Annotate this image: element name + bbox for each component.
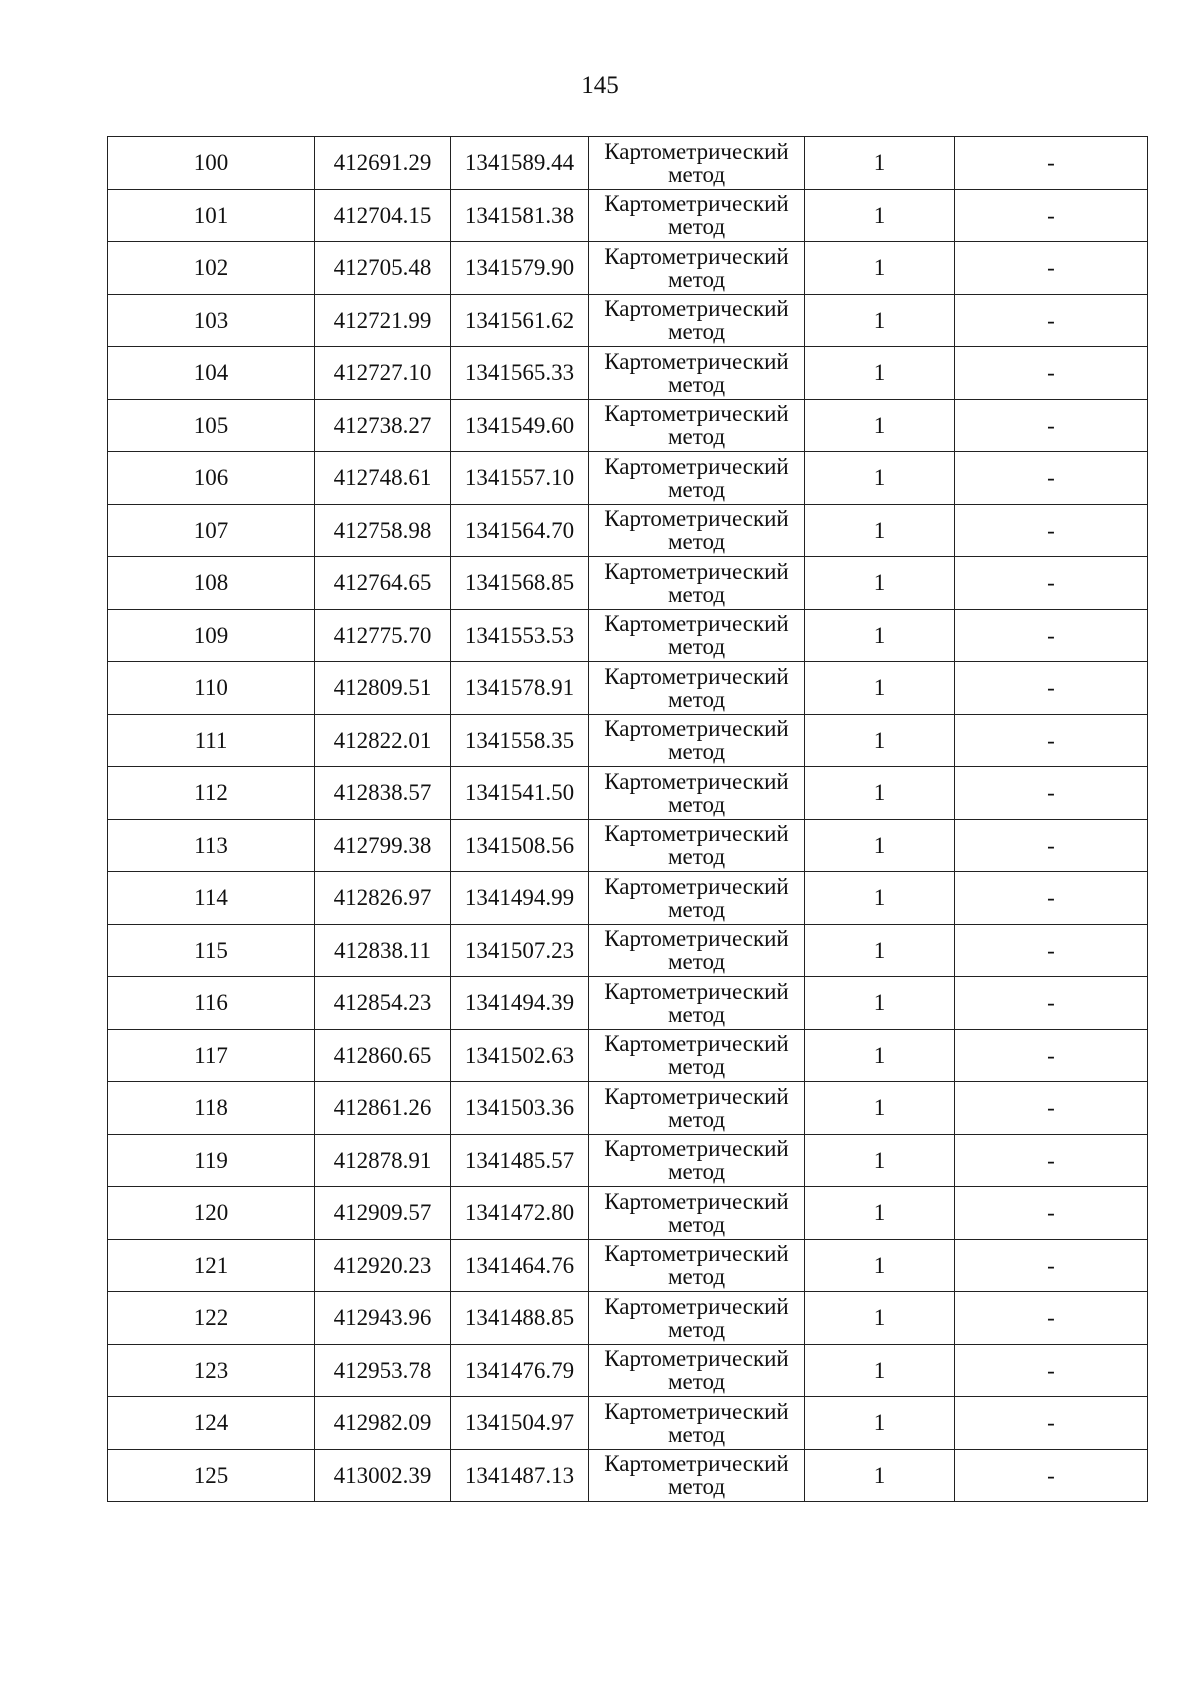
method-line-2: метод bbox=[667, 371, 726, 397]
note-cell: - bbox=[955, 924, 1148, 977]
method-line-1: Картометрический bbox=[604, 138, 789, 164]
table-row bbox=[108, 1187, 1148, 1240]
method-line-2: метод bbox=[667, 1054, 726, 1080]
point-number-cell: 111 bbox=[108, 714, 315, 767]
accuracy-cell: 1 bbox=[805, 1292, 955, 1345]
method-cell bbox=[589, 399, 805, 452]
table-row bbox=[108, 1292, 1148, 1345]
method-cell bbox=[589, 452, 805, 505]
table-row bbox=[108, 189, 1148, 242]
x-coordinate-cell: 412809.51 bbox=[315, 662, 451, 715]
method-line-1: Картометрический bbox=[604, 1451, 789, 1477]
accuracy-cell: 1 bbox=[805, 819, 955, 872]
y-coordinate-cell: 1341578.91 bbox=[451, 662, 589, 715]
x-coordinate-cell: 412691.29 bbox=[315, 137, 451, 190]
note-cell: - bbox=[955, 1344, 1148, 1397]
point-number-cell: 113 bbox=[108, 819, 315, 872]
point-number-cell: 110 bbox=[108, 662, 315, 715]
note-cell: - bbox=[955, 399, 1148, 452]
method-line-1: Картометрический bbox=[604, 1241, 789, 1267]
y-coordinate-cell: 1341472.80 bbox=[451, 1187, 589, 1240]
table-row bbox=[108, 242, 1148, 295]
note-cell: - bbox=[955, 1187, 1148, 1240]
y-coordinate-cell: 1341541.50 bbox=[451, 767, 589, 820]
method-cell bbox=[589, 662, 805, 715]
method-line-2: метод bbox=[667, 1369, 726, 1395]
method-cell bbox=[589, 294, 805, 347]
accuracy-cell: 1 bbox=[805, 1239, 955, 1292]
y-coordinate-cell: 1341568.85 bbox=[451, 557, 589, 610]
method-cell bbox=[589, 557, 805, 610]
note-cell: - bbox=[955, 452, 1148, 505]
method-line-2: метод bbox=[667, 1159, 726, 1185]
method-line-1: Картометрический bbox=[604, 873, 789, 899]
x-coordinate-cell: 412775.70 bbox=[315, 609, 451, 662]
method-line-1: Картометрический bbox=[604, 663, 789, 689]
method-line-2: метод bbox=[667, 1211, 726, 1237]
note-cell: - bbox=[955, 294, 1148, 347]
method-cell bbox=[589, 137, 805, 190]
method-cell bbox=[589, 714, 805, 767]
point-number-cell: 119 bbox=[108, 1134, 315, 1187]
x-coordinate-cell: 412721.99 bbox=[315, 294, 451, 347]
note-cell: - bbox=[955, 347, 1148, 400]
method-line-1: Картометрический bbox=[604, 926, 789, 952]
y-coordinate-cell: 1341504.97 bbox=[451, 1397, 589, 1450]
table-row bbox=[108, 1134, 1148, 1187]
method-line-2: метод bbox=[667, 1421, 726, 1447]
method-cell bbox=[589, 1397, 805, 1450]
point-number-cell: 104 bbox=[108, 347, 315, 400]
point-number-cell: 102 bbox=[108, 242, 315, 295]
table-row bbox=[108, 399, 1148, 452]
method-line-2: метод bbox=[667, 791, 726, 817]
point-number-cell: 121 bbox=[108, 1239, 315, 1292]
accuracy-cell: 1 bbox=[805, 767, 955, 820]
point-number-cell: 116 bbox=[108, 977, 315, 1030]
table-row bbox=[108, 1029, 1148, 1082]
table-row bbox=[108, 767, 1148, 820]
method-line-2: метод bbox=[667, 1316, 726, 1342]
x-coordinate-cell: 412920.23 bbox=[315, 1239, 451, 1292]
table-row bbox=[108, 137, 1148, 190]
method-line-2: метод bbox=[667, 1106, 726, 1132]
method-line-1: Картометрический bbox=[604, 1293, 789, 1319]
point-number-cell: 105 bbox=[108, 399, 315, 452]
method-cell bbox=[589, 872, 805, 925]
table-row bbox=[108, 924, 1148, 977]
method-line-2: метод bbox=[667, 844, 726, 870]
coordinates-table-body bbox=[108, 137, 1148, 1502]
point-number-cell: 106 bbox=[108, 452, 315, 505]
table-row bbox=[108, 819, 1148, 872]
x-coordinate-cell: 412748.61 bbox=[315, 452, 451, 505]
method-line-2: метод bbox=[667, 1264, 726, 1290]
accuracy-cell: 1 bbox=[805, 294, 955, 347]
method-cell bbox=[589, 767, 805, 820]
method-line-1: Картометрический bbox=[604, 453, 789, 479]
method-cell bbox=[589, 504, 805, 557]
x-coordinate-cell: 412704.15 bbox=[315, 189, 451, 242]
method-cell bbox=[589, 347, 805, 400]
x-coordinate-cell: 412764.65 bbox=[315, 557, 451, 610]
y-coordinate-cell: 1341464.76 bbox=[451, 1239, 589, 1292]
method-line-1: Картометрический bbox=[604, 1031, 789, 1057]
table-row bbox=[108, 977, 1148, 1030]
y-coordinate-cell: 1341561.62 bbox=[451, 294, 589, 347]
note-cell: - bbox=[955, 504, 1148, 557]
table-row bbox=[108, 1082, 1148, 1135]
table-row bbox=[108, 1239, 1148, 1292]
accuracy-cell: 1 bbox=[805, 399, 955, 452]
note-cell: - bbox=[955, 1082, 1148, 1135]
point-number-cell: 112 bbox=[108, 767, 315, 820]
note-cell: - bbox=[955, 609, 1148, 662]
y-coordinate-cell: 1341579.90 bbox=[451, 242, 589, 295]
accuracy-cell: 1 bbox=[805, 1344, 955, 1397]
table-row bbox=[108, 714, 1148, 767]
point-number-cell: 118 bbox=[108, 1082, 315, 1135]
method-line-2: метод bbox=[667, 319, 726, 345]
method-line-2: метод bbox=[667, 1474, 726, 1500]
note-cell: - bbox=[955, 714, 1148, 767]
method-line-1: Картометрический bbox=[604, 1083, 789, 1109]
table-row bbox=[108, 1449, 1148, 1502]
x-coordinate-cell: 412909.57 bbox=[315, 1187, 451, 1240]
method-line-2: метод bbox=[667, 949, 726, 975]
method-line-2: метод bbox=[667, 161, 726, 187]
method-line-1: Картометрический bbox=[604, 1136, 789, 1162]
x-coordinate-cell: 412953.78 bbox=[315, 1344, 451, 1397]
x-coordinate-cell: 412799.38 bbox=[315, 819, 451, 872]
point-number-cell: 115 bbox=[108, 924, 315, 977]
method-line-2: метод bbox=[667, 634, 726, 660]
method-line-1: Картометрический bbox=[604, 768, 789, 794]
note-cell: - bbox=[955, 1292, 1148, 1345]
method-cell bbox=[589, 1082, 805, 1135]
x-coordinate-cell: 412727.10 bbox=[315, 347, 451, 400]
point-number-cell: 125 bbox=[108, 1449, 315, 1502]
y-coordinate-cell: 1341503.36 bbox=[451, 1082, 589, 1135]
method-cell bbox=[589, 1239, 805, 1292]
method-cell bbox=[589, 924, 805, 977]
x-coordinate-cell: 412860.65 bbox=[315, 1029, 451, 1082]
point-number-cell: 103 bbox=[108, 294, 315, 347]
table-row bbox=[108, 294, 1148, 347]
method-line-1: Картометрический bbox=[604, 296, 789, 322]
note-cell: - bbox=[955, 1134, 1148, 1187]
y-coordinate-cell: 1341487.13 bbox=[451, 1449, 589, 1502]
note-cell: - bbox=[955, 137, 1148, 190]
method-line-1: Картометрический bbox=[604, 348, 789, 374]
accuracy-cell: 1 bbox=[805, 924, 955, 977]
note-cell: - bbox=[955, 767, 1148, 820]
accuracy-cell: 1 bbox=[805, 662, 955, 715]
method-line-1: Картометрический bbox=[604, 558, 789, 584]
accuracy-cell: 1 bbox=[805, 977, 955, 1030]
table-row bbox=[108, 347, 1148, 400]
method-cell bbox=[589, 1134, 805, 1187]
y-coordinate-cell: 1341565.33 bbox=[451, 347, 589, 400]
accuracy-cell: 1 bbox=[805, 1082, 955, 1135]
point-number-cell: 122 bbox=[108, 1292, 315, 1345]
point-number-cell: 124 bbox=[108, 1397, 315, 1450]
accuracy-cell: 1 bbox=[805, 504, 955, 557]
y-coordinate-cell: 1341502.63 bbox=[451, 1029, 589, 1082]
y-coordinate-cell: 1341507.23 bbox=[451, 924, 589, 977]
accuracy-cell: 1 bbox=[805, 452, 955, 505]
accuracy-cell: 1 bbox=[805, 609, 955, 662]
method-line-1: Картометрический bbox=[604, 1398, 789, 1424]
note-cell: - bbox=[955, 1397, 1148, 1450]
y-coordinate-cell: 1341564.70 bbox=[451, 504, 589, 557]
x-coordinate-cell: 412943.96 bbox=[315, 1292, 451, 1345]
table-row bbox=[108, 452, 1148, 505]
method-line-1: Картометрический bbox=[604, 191, 789, 217]
y-coordinate-cell: 1341553.53 bbox=[451, 609, 589, 662]
method-line-2: метод bbox=[667, 581, 726, 607]
y-coordinate-cell: 1341558.35 bbox=[451, 714, 589, 767]
coordinates-table bbox=[107, 136, 1148, 1502]
accuracy-cell: 1 bbox=[805, 1449, 955, 1502]
note-cell: - bbox=[955, 189, 1148, 242]
method-cell bbox=[589, 1344, 805, 1397]
method-line-2: метод bbox=[667, 214, 726, 240]
method-line-1: Картометрический bbox=[604, 716, 789, 742]
x-coordinate-cell: 412838.57 bbox=[315, 767, 451, 820]
point-number-cell: 114 bbox=[108, 872, 315, 925]
method-line-1: Картометрический bbox=[604, 401, 789, 427]
table-row bbox=[108, 1397, 1148, 1450]
x-coordinate-cell: 412982.09 bbox=[315, 1397, 451, 1450]
method-line-2: метод bbox=[667, 1001, 726, 1027]
y-coordinate-cell: 1341488.85 bbox=[451, 1292, 589, 1345]
method-cell bbox=[589, 1029, 805, 1082]
method-cell bbox=[589, 242, 805, 295]
method-line-1: Картометрический bbox=[604, 243, 789, 269]
point-number-cell: 120 bbox=[108, 1187, 315, 1240]
table-row bbox=[108, 872, 1148, 925]
method-line-2: метод bbox=[667, 686, 726, 712]
method-cell bbox=[589, 1292, 805, 1345]
method-cell bbox=[589, 1187, 805, 1240]
accuracy-cell: 1 bbox=[805, 1397, 955, 1450]
x-coordinate-cell: 412854.23 bbox=[315, 977, 451, 1030]
note-cell: - bbox=[955, 557, 1148, 610]
accuracy-cell: 1 bbox=[805, 189, 955, 242]
method-line-1: Картометрический bbox=[604, 506, 789, 532]
x-coordinate-cell: 412878.91 bbox=[315, 1134, 451, 1187]
accuracy-cell: 1 bbox=[805, 1134, 955, 1187]
method-line-2: метод bbox=[667, 739, 726, 765]
y-coordinate-cell: 1341494.99 bbox=[451, 872, 589, 925]
method-line-2: метод bbox=[667, 266, 726, 292]
accuracy-cell: 1 bbox=[805, 347, 955, 400]
method-cell bbox=[589, 609, 805, 662]
note-cell: - bbox=[955, 242, 1148, 295]
point-number-cell: 107 bbox=[108, 504, 315, 557]
method-line-1: Картометрический bbox=[604, 1188, 789, 1214]
note-cell: - bbox=[955, 1239, 1148, 1292]
method-line-1: Картометрический bbox=[604, 821, 789, 847]
point-number-cell: 108 bbox=[108, 557, 315, 610]
accuracy-cell: 1 bbox=[805, 137, 955, 190]
table-row bbox=[108, 609, 1148, 662]
x-coordinate-cell: 412822.01 bbox=[315, 714, 451, 767]
point-number-cell: 100 bbox=[108, 137, 315, 190]
page-number: 145 bbox=[581, 72, 619, 99]
accuracy-cell: 1 bbox=[805, 557, 955, 610]
table-row bbox=[108, 1344, 1148, 1397]
accuracy-cell: 1 bbox=[805, 872, 955, 925]
table-row bbox=[108, 662, 1148, 715]
table-row bbox=[108, 504, 1148, 557]
accuracy-cell: 1 bbox=[805, 714, 955, 767]
x-coordinate-cell: 412838.11 bbox=[315, 924, 451, 977]
method-line-1: Картометрический bbox=[604, 978, 789, 1004]
method-line-1: Картометрический bbox=[604, 1346, 789, 1372]
y-coordinate-cell: 1341508.56 bbox=[451, 819, 589, 872]
x-coordinate-cell: 412826.97 bbox=[315, 872, 451, 925]
x-coordinate-cell: 413002.39 bbox=[315, 1449, 451, 1502]
point-number-cell: 117 bbox=[108, 1029, 315, 1082]
method-cell bbox=[589, 189, 805, 242]
note-cell: - bbox=[955, 1449, 1148, 1502]
point-number-cell: 109 bbox=[108, 609, 315, 662]
method-line-2: метод bbox=[667, 424, 726, 450]
note-cell: - bbox=[955, 872, 1148, 925]
accuracy-cell: 1 bbox=[805, 1029, 955, 1082]
method-line-2: метод bbox=[667, 896, 726, 922]
x-coordinate-cell: 412861.26 bbox=[315, 1082, 451, 1135]
method-line-2: метод bbox=[667, 529, 726, 555]
point-number-cell: 123 bbox=[108, 1344, 315, 1397]
accuracy-cell: 1 bbox=[805, 242, 955, 295]
note-cell: - bbox=[955, 662, 1148, 715]
y-coordinate-cell: 1341589.44 bbox=[451, 137, 589, 190]
note-cell: - bbox=[955, 1029, 1148, 1082]
x-coordinate-cell: 412738.27 bbox=[315, 399, 451, 452]
y-coordinate-cell: 1341494.39 bbox=[451, 977, 589, 1030]
y-coordinate-cell: 1341485.57 bbox=[451, 1134, 589, 1187]
note-cell: - bbox=[955, 819, 1148, 872]
y-coordinate-cell: 1341549.60 bbox=[451, 399, 589, 452]
method-cell bbox=[589, 1449, 805, 1502]
method-line-2: метод bbox=[667, 476, 726, 502]
note-cell: - bbox=[955, 977, 1148, 1030]
y-coordinate-cell: 1341557.10 bbox=[451, 452, 589, 505]
method-cell bbox=[589, 977, 805, 1030]
y-coordinate-cell: 1341581.38 bbox=[451, 189, 589, 242]
method-cell bbox=[589, 819, 805, 872]
x-coordinate-cell: 412705.48 bbox=[315, 242, 451, 295]
point-number-cell: 101 bbox=[108, 189, 315, 242]
method-line-1: Картометрический bbox=[604, 611, 789, 637]
table-row bbox=[108, 557, 1148, 610]
y-coordinate-cell: 1341476.79 bbox=[451, 1344, 589, 1397]
accuracy-cell: 1 bbox=[805, 1187, 955, 1240]
x-coordinate-cell: 412758.98 bbox=[315, 504, 451, 557]
